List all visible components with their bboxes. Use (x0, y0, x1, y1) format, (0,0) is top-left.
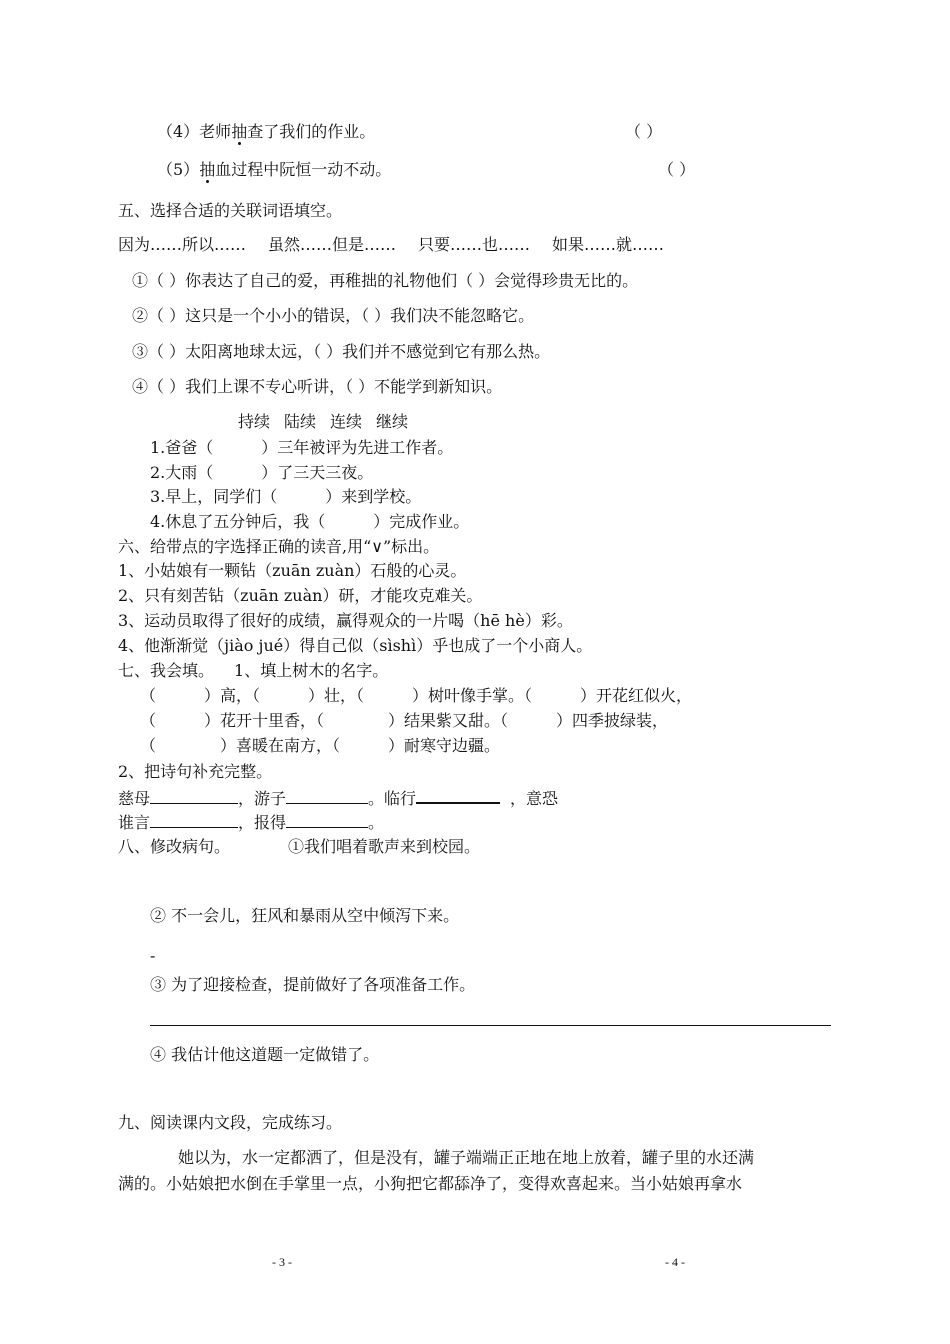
q5-fill-3: 3.早上，同学们（ ）来到学校。 (150, 487, 422, 506)
q6-item-3: 3、运动员取得了很好的成绩，赢得观众的一片喝（hē hè）彩。 (118, 611, 573, 630)
q9-heading: 九、阅读课内文段，完成练习。 (118, 1113, 343, 1132)
q7-heading-line (118, 661, 388, 681)
emphasis-char: 抽 (231, 122, 248, 141)
q7-trees-2: （ ）花开十里香，（ ）结果紫又甜。（ ）四季披绿装， (140, 711, 669, 730)
q5-item-1: ①（ ）你表达了自己的爱，再稚拙的礼物他们（ ）会觉得珍贵无比的。 (132, 271, 639, 290)
q5-item-2: ②（ ）这只是一个小小的错误，（ ）我们决不能忽略它。 (132, 306, 535, 325)
q8-sentence-3: ③ 为了迎接检查，提前做好了各项准备工作。 (150, 975, 476, 994)
q5-fill-1: 1.爸爸（ ）三年被评为先进工作者。 (150, 438, 454, 457)
answer-paren-4[interactable]: （ ） (625, 122, 663, 141)
q5-options (118, 235, 664, 255)
q4-item-5: （5）抽血过程中阮恒一动不动。 (157, 160, 392, 179)
q5-fill-2: 2.大雨（ ）了三天三夜。 (150, 463, 374, 482)
q7-sub1: 1、填上树木的名字。 (234, 661, 389, 680)
q5-heading: 五、选择合适的关联词语填空。 (118, 201, 343, 220)
q8-heading: 八、修改病句。 (118, 837, 231, 856)
q5-item-3: ③（ ）太阳离地球太远，（ ）我们并不感觉到它有那么热。 (132, 342, 551, 361)
q8-sentence-1: ①我们唱着歌声来到校园。 (288, 837, 481, 856)
emphasis-char: 抽 (199, 160, 216, 179)
q7-trees-3: （ ）喜暖在南方，（ ）耐寒守边疆。 (140, 736, 501, 755)
q9-paragraph-line-2: 满的。小姑娘把水倒在手掌里一点，小狗把它都舔净了，变得欢喜起来。当小姑娘再拿水 (118, 1174, 743, 1193)
option-2: 虽然……但是…… (268, 235, 397, 254)
q8-dash: - (150, 946, 156, 965)
q5-word-bank: 持续 陆续 连续 继续 (238, 412, 409, 431)
poem-line-1: 慈母 ，游子 。临行 ，意恐 (118, 789, 559, 808)
q8-sentence-4: ④ 我估计他这道题一定做错了。 (150, 1045, 380, 1064)
q6-item-1: 1、小姑娘有一颗钻（zuān zuàn）石般的心灵。 (118, 561, 467, 580)
page-number-right: - 4 - (665, 1255, 685, 1269)
q5-fill-4: 4.休息了五分钟后，我（ ）完成作业。 (150, 512, 470, 531)
poem-line-2: 谁言 ，报得 。 (118, 813, 385, 832)
q9-paragraph-line-1: 她以为，水一定都洒了，但是没有，罐子端端正正地在地上放着，罐子里的水还满 (178, 1148, 755, 1167)
page-number-left: - 3 - (272, 1255, 292, 1269)
q7-heading: 七、我会填。 (118, 661, 215, 680)
poem-blank[interactable] (150, 788, 238, 804)
q8-heading-line (118, 837, 480, 857)
option-1: 因为……所以…… (118, 235, 247, 254)
q6-item-2: 2、只有刻苦钻（zuān zuàn）研，才能攻克难关。 (118, 586, 483, 605)
q4-item-4: （4）老师抽查了我们的作业。 (157, 122, 376, 141)
poem-blank[interactable] (416, 787, 500, 804)
q5-item-4: ④（ ）我们上课不专心听讲，（ ）不能学到新知识。 (132, 377, 503, 396)
q8-sentence-2: ② 不一会儿，狂风和暴雨从空中倾泻下来。 (150, 906, 460, 925)
q7-trees-1: （ ）高，（ ）壮，（ ）树叶像手掌。（ ）开花红似火， (140, 686, 693, 705)
q6-heading: 六、给带点的字选择正确的读音,用“∨”标出。 (118, 537, 440, 556)
poem-blank[interactable] (286, 812, 368, 828)
q6-item-4: 4、他渐渐觉（jiào jué）得自己似（sìshì）乎也成了一个小商人。 (118, 636, 593, 655)
option-4: 如果……就…… (552, 235, 665, 254)
option-3: 只要……也…… (418, 235, 531, 254)
q7-sub2: 2、把诗句补充完整。 (118, 762, 273, 781)
poem-blank[interactable] (150, 812, 238, 828)
poem-blank[interactable] (286, 788, 368, 804)
answer-paren-5[interactable]: （ ） (658, 160, 696, 179)
answer-line[interactable] (150, 1025, 831, 1026)
